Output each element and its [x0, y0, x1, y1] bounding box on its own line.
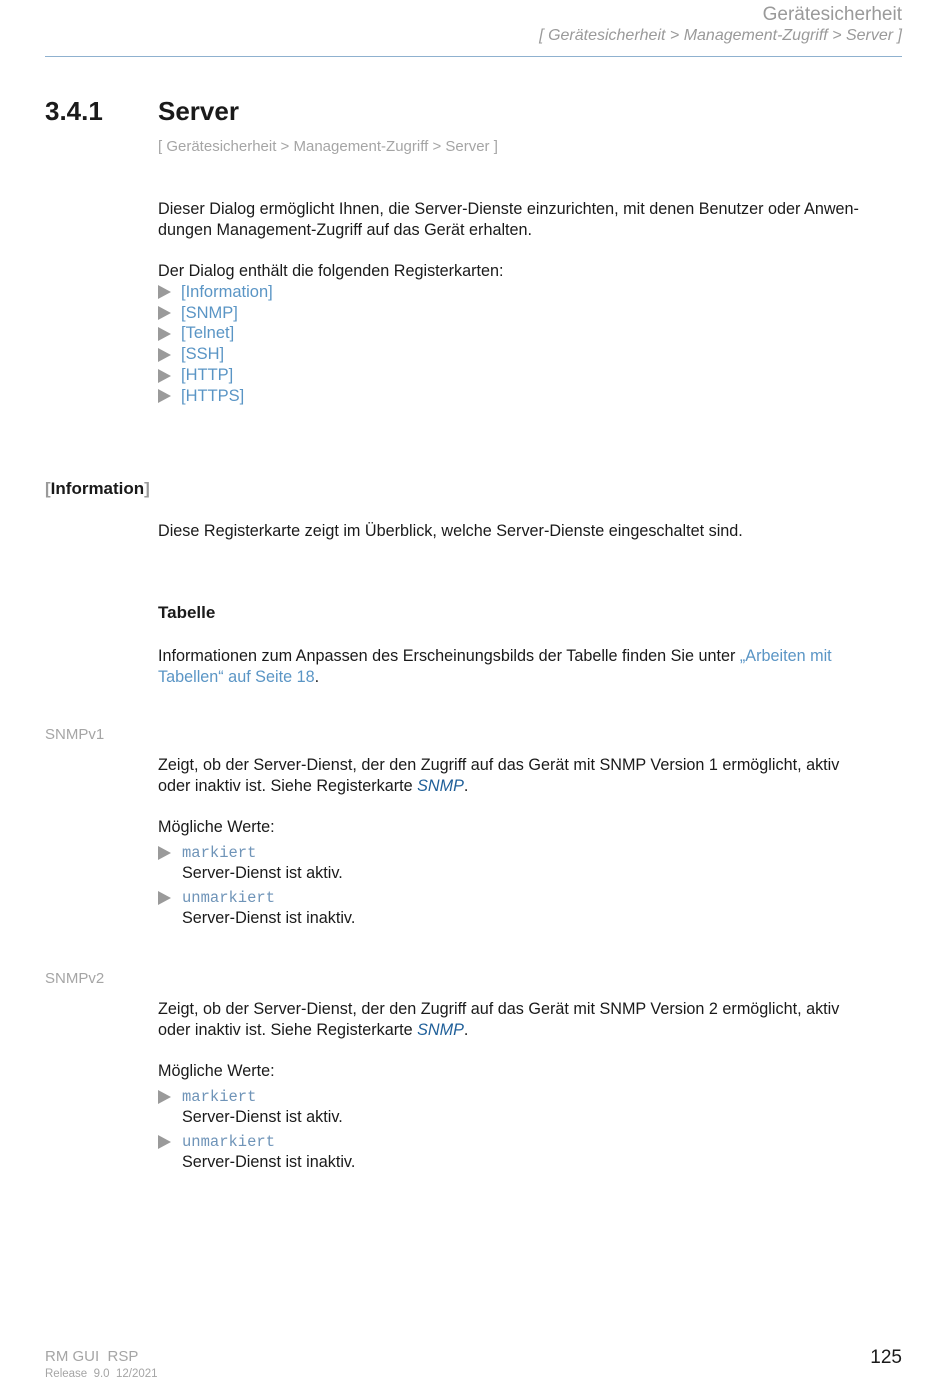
param-label-snmpv2: SNMPv2: [45, 970, 105, 987]
snmp-tab-reference[interactable]: SNMP: [417, 1021, 464, 1039]
param-description-snmpv1: [158, 755, 903, 797]
intro-line-1: Dieser Dialog ermöglicht Ihnen, die Server-Dienste einzurichten, mit denen Benutzer oder Anwen-: [158, 200, 859, 218]
tab-link-information[interactable]: [Information]: [181, 282, 273, 301]
value-code: unmarkiert: [182, 1133, 276, 1151]
value-item: [158, 1087, 355, 1127]
triangle-bullet-icon: [158, 369, 171, 383]
tab-link-telnet[interactable]: [Telnet]: [181, 324, 235, 343]
tab-list-item[interactable]: [158, 344, 273, 365]
tab-list: [158, 282, 273, 407]
value-meaning: Server-Dienst ist aktiv.: [182, 864, 343, 882]
triangle-bullet-icon: [158, 846, 171, 860]
tab-list-item[interactable]: [158, 282, 273, 303]
footer-document-name: RM GUI RSP: [45, 1348, 139, 1365]
param-description-snmpv2: [158, 999, 903, 1041]
tab-link-http[interactable]: [HTTP]: [181, 366, 234, 385]
values-list: [158, 1087, 355, 1177]
triangle-bullet-icon: [158, 891, 171, 905]
table-link-part-1[interactable]: „Arbeiten mit: [739, 647, 832, 665]
running-header-path: [ Gerätesicherheit > Management-Zugriff > Server ]: [539, 27, 902, 44]
bracket-close: ]: [144, 479, 150, 498]
tab-list-item[interactable]: [158, 365, 273, 386]
tab-list-item[interactable]: [158, 324, 273, 345]
running-header-title: Gerätesicherheit: [762, 4, 902, 25]
intro-paragraph: [158, 199, 903, 241]
table-link-part-2[interactable]: Tabellen“ auf Seite 18: [158, 668, 315, 686]
tab-link-ssh[interactable]: [SSH]: [181, 345, 225, 364]
footer-release: Release 9.0 12/2021: [45, 1368, 158, 1380]
value-item: [158, 843, 355, 883]
param-label-snmpv1: SNMPv1: [45, 726, 105, 743]
value-code: markiert: [182, 1088, 257, 1106]
table-text: Informationen zum Anpassen des Erscheinungsbilds der Tabelle finden Sie unter: [158, 647, 740, 665]
section-title: Server: [158, 96, 239, 126]
tabs-intro: Der Dialog enthält die folgenden Registerkarten:: [158, 262, 504, 280]
values-list: [158, 843, 355, 933]
header-rule: [45, 56, 902, 57]
value-item: [158, 888, 355, 928]
section-number: 3.4.1: [45, 96, 103, 126]
triangle-bullet-icon: [158, 1090, 171, 1104]
tab-link-https[interactable]: [HTTPS]: [181, 386, 245, 405]
param-desc-end: .: [463, 1021, 469, 1039]
breadcrumb: [ Gerätesicherheit > Management-Zugriff > Server ]: [158, 138, 498, 155]
param-desc-line-2: oder inaktiv ist. Siehe Registerkarte: [158, 1021, 418, 1039]
value-code: markiert: [182, 844, 257, 862]
tab-list-item[interactable]: [158, 303, 273, 324]
tab-list-item[interactable]: [158, 386, 273, 407]
tab-link-snmp[interactable]: [SNMP]: [181, 303, 238, 322]
param-desc-end: .: [463, 777, 469, 795]
triangle-bullet-icon: [158, 389, 171, 403]
value-meaning: Server-Dienst ist aktiv.: [182, 1108, 343, 1126]
information-heading-text: Information: [50, 479, 145, 498]
value-code: unmarkiert: [182, 889, 276, 907]
triangle-bullet-icon: [158, 327, 171, 341]
param-desc-line-2: oder inaktiv ist. Siehe Registerkarte: [158, 777, 418, 795]
value-item: [158, 1132, 355, 1172]
snmp-tab-reference[interactable]: SNMP: [417, 777, 464, 795]
triangle-bullet-icon: [158, 285, 171, 299]
triangle-bullet-icon: [158, 1135, 171, 1149]
table-heading: Tabelle: [158, 603, 216, 622]
param-desc-line-1: Zeigt, ob der Server-Dienst, der den Zugriff auf das Gerät mit SNMP Version 2 ermöglicht, aktiv: [158, 1000, 840, 1018]
information-description: Diese Registerkarte zeigt im Überblick, welche Server-Dienste eingeschaltet sind.: [158, 522, 743, 540]
values-intro: Mögliche Werte:: [158, 1062, 275, 1080]
value-meaning: Server-Dienst ist inaktiv.: [182, 909, 356, 927]
values-intro: Mögliche Werte:: [158, 818, 275, 836]
page-number: 125: [870, 1347, 902, 1368]
bracket-open: [: [45, 479, 51, 498]
table-text-end: .: [314, 668, 320, 686]
param-desc-line-1: Zeigt, ob der Server-Dienst, der den Zugriff auf das Gerät mit SNMP Version 1 ermöglicht, aktiv: [158, 756, 840, 774]
triangle-bullet-icon: [158, 306, 171, 320]
triangle-bullet-icon: [158, 348, 171, 362]
intro-line-2: dungen Management-Zugriff auf das Gerät erhalten.: [158, 221, 533, 239]
value-meaning: Server-Dienst ist inaktiv.: [182, 1153, 356, 1171]
table-paragraph: [158, 646, 903, 688]
information-heading: [45, 479, 150, 499]
